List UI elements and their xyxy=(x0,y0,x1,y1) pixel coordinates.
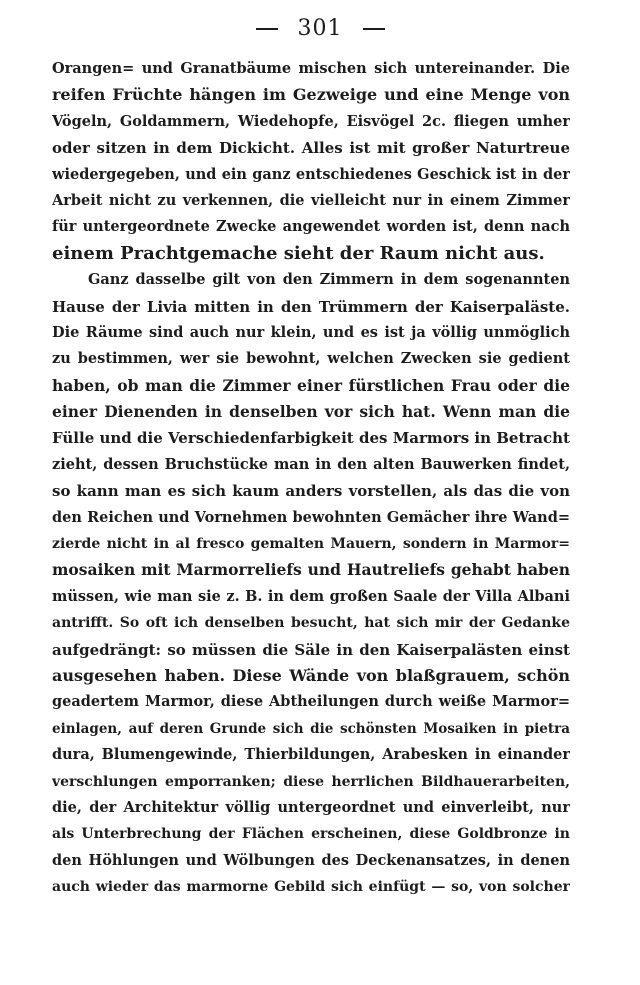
text-line: auch wieder das marmorne Gebild sich einfügt — so, von solcher xyxy=(52,879,570,896)
header-dash-left xyxy=(256,28,278,30)
text-line: geadertem Marmor, diese Abtheilungen durch weiße Marmor= xyxy=(52,693,570,711)
text-line: einem Prachtgemache sieht der Raum nicht aus. xyxy=(52,242,545,264)
text-line: wiedergegeben, und ein ganz entschiedenes Geschick ist in der xyxy=(52,165,570,183)
text-line: haben, ob man die Zimmer einer fürstlichen Frau oder die xyxy=(52,375,570,395)
text-line: als Unterbrechung der Flächen erscheinen, diese Goldbronze in xyxy=(52,826,570,843)
text-line: die, der Architektur völlig untergeordnet und einverleibt, nur xyxy=(52,798,570,816)
text-line: für untergeordnete Zwecke angewendet worden ist, denn nach xyxy=(52,218,570,236)
page-number: 301 xyxy=(297,16,343,41)
text-line: Die Räume sind auch nur klein, und es ist ja völlig unmöglich xyxy=(52,323,570,341)
text-line: zierde nicht in al fresco gemalten Mauern, sondern in Marmor= xyxy=(52,536,570,553)
text-line: oder sitzen in dem Dickicht. Alles ist mit großer Naturtreue xyxy=(52,139,570,158)
text-line: Orangen= und Granatbäume mischen sich untereinander. Die xyxy=(52,60,570,77)
text-line: ausgesehen haben. Diese Wände von blaßgrauem, schön xyxy=(52,665,570,685)
text-line: Vögeln, Goldammern, Wiedehopfe, Eisvögel 2c. fliegen umher xyxy=(52,112,570,130)
text-line: mosaiken mit Marmorreliefs und Hautreliefs gehabt haben xyxy=(52,560,570,580)
text-line: den Höhlungen und Wölbungen des Deckenansatzes, in denen xyxy=(52,851,570,869)
text-line: reifen Früchte hängen im Gezweige und eine Menge von xyxy=(52,85,570,105)
body-text xyxy=(52,56,570,901)
text-line: Fülle und die Verschiedenfarbigkeit des Marmors in Betracht xyxy=(52,429,570,448)
text-line: verschlungen emporranken; diese herrlichen Bildhauerarbeiten, xyxy=(52,773,570,790)
text-line: den Reichen und Vornehmen bewohnten Gemächer ihre Wand= xyxy=(52,508,570,526)
text-line: dura, Blumengewinde, Thierbildungen, Arabesken in einander xyxy=(52,746,570,764)
text-line: Ganz dasselbe gilt von den Zimmern in dem sogenannten xyxy=(88,271,570,289)
text-line: aufgedrängt: so müssen die Säle in den Kaiserpalästen einst xyxy=(52,640,570,659)
text-line: müssen, wie man sie z. B. in dem großen Saale der Villa Albani xyxy=(52,587,570,605)
text-line: antrifft. So oft ich denselben besucht, hat sich mir der Gedanke xyxy=(52,615,570,632)
text-line: Hause der Livia mitten in den Trümmern der Kaiserpaläste. xyxy=(52,297,570,316)
text-line: zieht, dessen Bruchstücke man in den alten Bauwerken findet, xyxy=(52,455,570,473)
text-line: so kann man es sich kaum anders vorstellen, als das die von xyxy=(52,482,570,501)
text-line: zu bestimmen, wer sie bewohnt, welchen Zwecken sie gedient xyxy=(52,350,570,368)
page-header xyxy=(0,16,640,41)
header-dash-right xyxy=(363,28,385,30)
text-line: einer Dienenden in denselben vor sich hat. Wenn man die xyxy=(52,402,570,422)
text-line: Arbeit nicht zu verkennen, die vielleicht nur in einem Zimmer xyxy=(52,191,570,209)
text-line: einlagen, auf deren Grunde sich die schönsten Mosaiken in pietra xyxy=(52,720,570,737)
